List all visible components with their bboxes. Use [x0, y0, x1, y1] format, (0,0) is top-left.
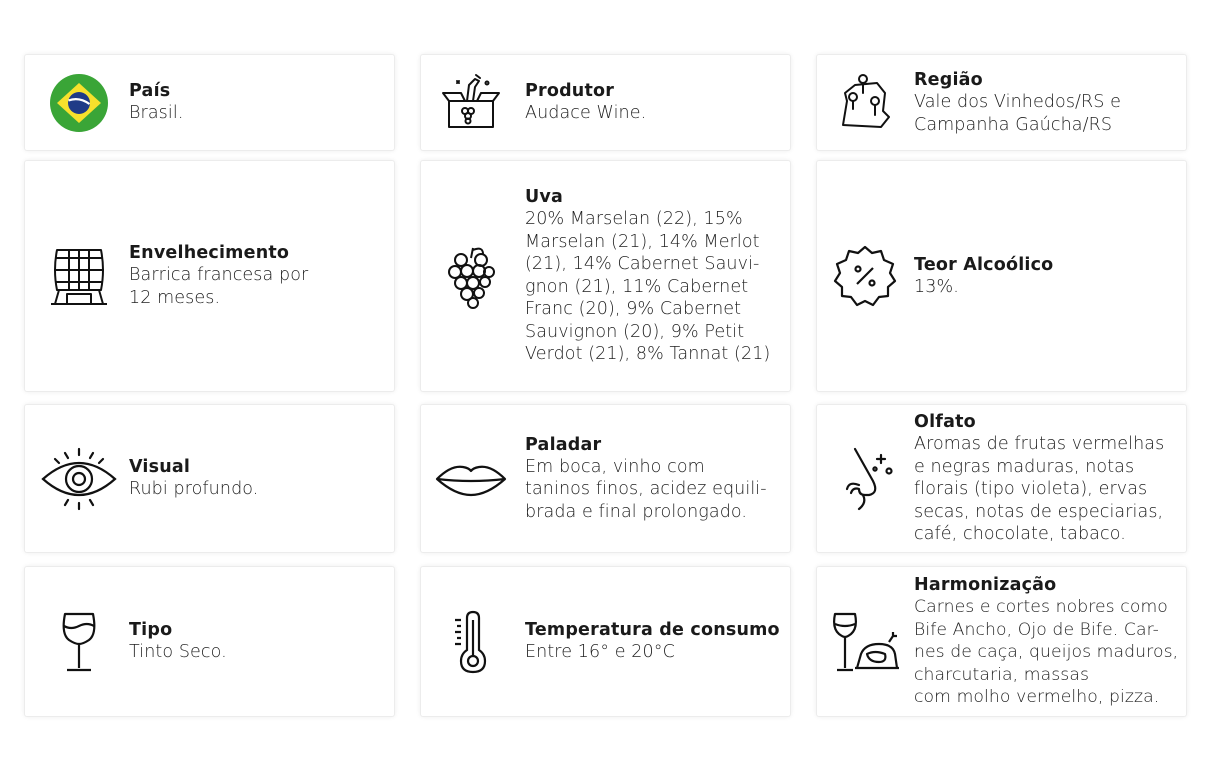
card-paladar — [420, 404, 791, 553]
card-harmonizacao — [816, 566, 1187, 717]
card-value: 20% Marselan (22), 15% Marselan (21), 14% Merlot (21), 14% Cabernet Sauvi- gnon (21), 11% Cabernet Franc (20), 9% Cabernet Sauvignon (20), 9% Petit Verdot (21), 8% Tannat (21) — [525, 208, 771, 365]
card-value: Brasil. — [129, 103, 184, 124]
map-pins-icon — [833, 71, 897, 135]
eye-icon — [47, 447, 111, 511]
thermometer-icon — [439, 610, 503, 674]
grapes-icon — [439, 244, 503, 308]
glass-and-roast-icon — [831, 610, 899, 674]
card-value: Tinto Seco. — [129, 642, 227, 663]
card-title: Harmonização — [914, 575, 1057, 596]
card-regiao — [816, 54, 1187, 151]
nose-icon — [833, 447, 897, 511]
card-visual — [24, 404, 395, 553]
lips-icon — [439, 447, 503, 511]
card-title: País — [129, 81, 171, 102]
card-value: Vale dos Vinhedos/RS e Campanha Gaúcha/RS — [914, 91, 1122, 135]
card-title: Visual — [129, 457, 191, 478]
card-title: Paladar — [525, 434, 602, 455]
card-value: Carnes e cortes nobres como Bife Ancho, Ojo de Bife. Car- nes de caça, queijos maduros, charcutaria, massas com molho vermelho, pizza. — [914, 597, 1179, 708]
card-value: Audace Wine. — [525, 103, 647, 124]
card-value: Aromas de frutas vermelhas e negras maduras, notas florais (tipo violeta), ervas secas, notas de especiarias, café, chocolate, tabaco. — [914, 434, 1165, 545]
card-tipo — [24, 566, 395, 717]
card-value: Entre 16° e 20°C — [525, 642, 675, 663]
card-value: Em boca, vinho com taninos finos, acidez equili- brada e final prolongado. — [525, 456, 767, 522]
card-value: 13%. — [914, 276, 959, 297]
card-title: Teor Alcoólico — [914, 254, 1054, 275]
card-produtor — [420, 54, 791, 151]
card-value: Rubi profundo. — [129, 479, 259, 500]
card-temperatura — [420, 566, 791, 717]
brazil-flag-icon — [47, 71, 111, 135]
card-title: Envelhecimento — [129, 243, 290, 264]
card-title: Temperatura de consumo — [525, 620, 780, 641]
card-uva — [420, 160, 791, 392]
percent-badge-icon — [833, 244, 897, 308]
card-value: Barrica francesa por 12 meses. — [129, 265, 309, 308]
wine-box-icon — [439, 71, 503, 135]
barrel-icon — [47, 244, 111, 308]
card-title: Produtor — [525, 81, 615, 102]
card-teor-alcoolico — [816, 160, 1187, 392]
wine-glass-icon — [47, 610, 111, 674]
card-title: Tipo — [129, 620, 173, 641]
card-olfato — [816, 404, 1187, 553]
card-envelhecimento — [24, 160, 395, 392]
card-pais — [24, 54, 395, 151]
card-title: Região — [914, 69, 983, 90]
card-title: Olfato — [914, 412, 976, 433]
card-title: Uva — [525, 186, 564, 207]
